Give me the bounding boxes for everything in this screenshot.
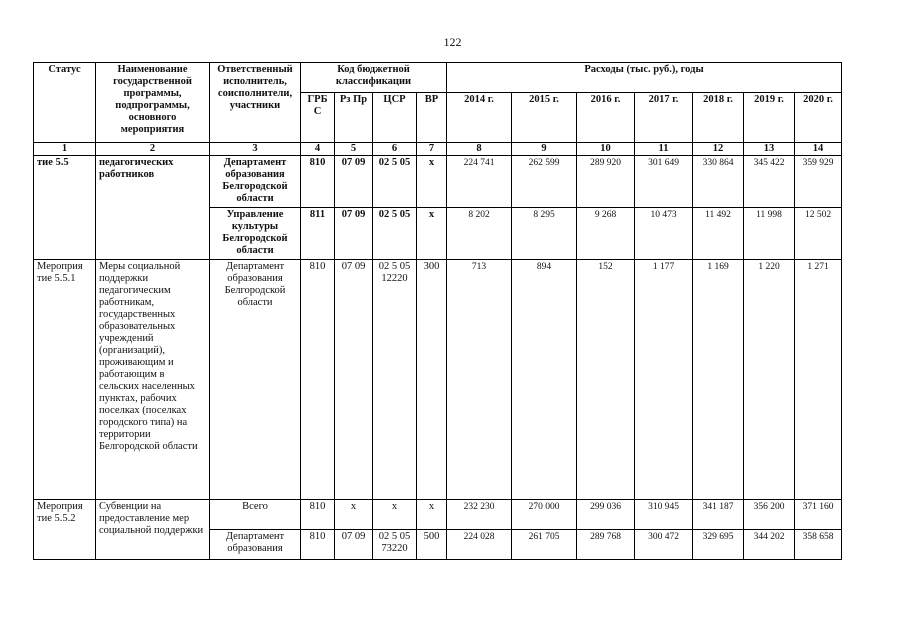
header-year: 2018 г. <box>693 93 744 143</box>
value-cell: 371 160 <box>795 500 842 530</box>
column-index: 1 <box>34 143 96 156</box>
header-vr: ВР <box>417 93 447 143</box>
value-cell: 894 <box>512 260 577 500</box>
status-cell: Мероприя тие 5.5.2 <box>34 500 96 560</box>
grbs-cell: 810 <box>301 156 335 208</box>
value-cell: 224 741 <box>447 156 512 208</box>
value-cell: 356 200 <box>744 500 795 530</box>
value-cell: 8 295 <box>512 208 577 260</box>
header-responsible: Ответственный исполнитель, соисполнители, участники <box>210 63 301 143</box>
csr-cell: 02 5 05 <box>373 208 417 260</box>
status-cell: тие 5.5 <box>34 156 96 260</box>
value-cell: 299 036 <box>577 500 635 530</box>
vr-cell: 300 <box>417 260 447 500</box>
header-name: Наименование государственной программы, подпрограммы, основного мероприятия <box>96 63 210 143</box>
responsible-cell: Всего <box>210 500 301 530</box>
value-cell: 1 271 <box>795 260 842 500</box>
header-budget-code: Код бюджетной классификации <box>301 63 447 93</box>
vr-cell: х <box>417 208 447 260</box>
table-row <box>34 260 842 500</box>
rzpr-cell: 07 09 <box>335 530 373 560</box>
responsible-cell: Департамент образования Белгородской области <box>210 260 301 500</box>
header-year: 2016 г. <box>577 93 635 143</box>
responsible-cell: Департамент образования <box>210 530 301 560</box>
header-expenses: Расходы (тыс. руб.), годы <box>447 63 842 93</box>
csr-cell: 02 5 05 12220 <box>373 260 417 500</box>
value-cell: 1 220 <box>744 260 795 500</box>
header-row-top <box>34 63 842 93</box>
value-cell: 9 268 <box>577 208 635 260</box>
responsible-cell: Управление культуры Белгородской области <box>210 208 301 260</box>
csr-cell: х <box>373 500 417 530</box>
value-cell: 12 502 <box>795 208 842 260</box>
value-cell: 301 649 <box>635 156 693 208</box>
value-cell: 8 202 <box>447 208 512 260</box>
budget-table <box>33 62 842 560</box>
value-cell: 330 864 <box>693 156 744 208</box>
rzpr-cell: 07 09 <box>335 260 373 500</box>
column-index: 2 <box>96 143 210 156</box>
column-index: 12 <box>693 143 744 156</box>
value-cell: 289 768 <box>577 530 635 560</box>
rzpr-cell: х <box>335 500 373 530</box>
column-index: 9 <box>512 143 577 156</box>
value-cell: 358 658 <box>795 530 842 560</box>
table-row <box>34 156 842 208</box>
value-cell: 152 <box>577 260 635 500</box>
value-cell: 224 028 <box>447 530 512 560</box>
vr-cell: х <box>417 156 447 208</box>
value-cell: 329 695 <box>693 530 744 560</box>
value-cell: 713 <box>447 260 512 500</box>
header-year: 2019 г. <box>744 93 795 143</box>
grbs-cell: 810 <box>301 530 335 560</box>
column-index: 11 <box>635 143 693 156</box>
column-index: 10 <box>577 143 635 156</box>
header-year: 2017 г. <box>635 93 693 143</box>
vr-cell: 500 <box>417 530 447 560</box>
name-cell: Меры социальной поддержки педагогическим работникам, государственных образовательных учреждений (организаций), проживающим и работающим в сельских населенных пунктах, рабочих поселках (поселках городского типа) на территории Белгородской области <box>96 260 210 500</box>
value-cell: 289 920 <box>577 156 635 208</box>
value-cell: 1 169 <box>693 260 744 500</box>
column-index: 3 <box>210 143 301 156</box>
rzpr-cell: 07 09 <box>335 156 373 208</box>
name-cell: педагогических работников <box>96 156 210 260</box>
column-index: 13 <box>744 143 795 156</box>
table-row <box>34 500 842 530</box>
value-cell: 359 929 <box>795 156 842 208</box>
column-index: 7 <box>417 143 447 156</box>
column-index: 8 <box>447 143 512 156</box>
vr-cell: х <box>417 500 447 530</box>
value-cell: 232 230 <box>447 500 512 530</box>
value-cell: 344 202 <box>744 530 795 560</box>
page-number: 122 <box>443 35 462 49</box>
value-cell: 1 177 <box>635 260 693 500</box>
header-grbs: ГРБ С <box>301 93 335 143</box>
header-status: Статус <box>34 63 96 143</box>
value-cell: 300 472 <box>635 530 693 560</box>
column-index: 5 <box>335 143 373 156</box>
column-index: 14 <box>795 143 842 156</box>
value-cell: 341 187 <box>693 500 744 530</box>
csr-cell: 02 5 05 <box>373 156 417 208</box>
csr-cell: 02 5 05 73220 <box>373 530 417 560</box>
status-cell: Мероприя тие 5.5.1 <box>34 260 96 500</box>
grbs-cell: 810 <box>301 500 335 530</box>
value-cell: 262 599 <box>512 156 577 208</box>
value-cell: 10 473 <box>635 208 693 260</box>
column-index: 6 <box>373 143 417 156</box>
header-csr: ЦСР <box>373 93 417 143</box>
header-year: 2014 г. <box>447 93 512 143</box>
name-cell: Субвенции на предоставление мер социальной поддержки <box>96 500 210 560</box>
column-index: 4 <box>301 143 335 156</box>
value-cell: 345 422 <box>744 156 795 208</box>
value-cell: 11 998 <box>744 208 795 260</box>
header-rzpr: Рз Пр <box>335 93 373 143</box>
value-cell: 261 705 <box>512 530 577 560</box>
grbs-cell: 811 <box>301 208 335 260</box>
grbs-cell: 810 <box>301 260 335 500</box>
rzpr-cell: 07 09 <box>335 208 373 260</box>
value-cell: 310 945 <box>635 500 693 530</box>
value-cell: 270 000 <box>512 500 577 530</box>
responsible-cell: Департамент образования Белгородской области <box>210 156 301 208</box>
column-index-row <box>34 143 842 156</box>
header-year: 2020 г. <box>795 93 842 143</box>
header-year: 2015 г. <box>512 93 577 143</box>
value-cell: 11 492 <box>693 208 744 260</box>
